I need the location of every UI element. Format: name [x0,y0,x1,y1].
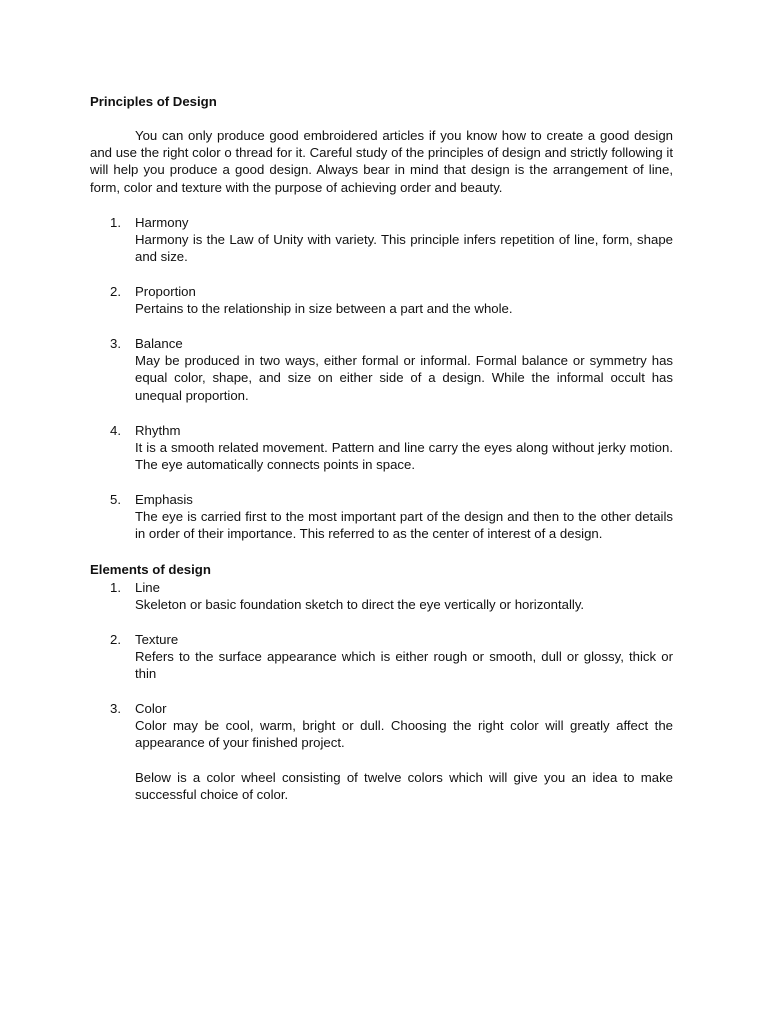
element-item-color [110,700,673,803]
item-body: It is a smooth related movement. Pattern and line carry the eyes along without jerky motion. The eye automatically connects points in space. [135,440,673,473]
item-body: Skeleton or basic foundation sketch to direct the eye vertically or horizontally. [135,597,585,613]
principles-heading: Principles of Design [90,94,217,109]
item-title: Emphasis [135,492,193,507]
principle-item-balance [110,335,673,404]
item-body: Pertains to the relationship in size between a part and the whole. [135,301,513,317]
item-number: 1. [110,215,121,230]
item-number: 2. [110,284,121,299]
principles-intro: You can only produce good embroidered articles if you know how to create a good design and use the right color o thread for it. Careful study of the principles of design and strictly following it will help you produce a good design. Always bear in mind that design is the arrangement of line, form, color and texture with the purpose of achieving order and beauty. [90,128,673,195]
item-title: Line [135,580,160,595]
item-body: Refers to the surface appearance which is either rough or smooth, dull or glossy, thick or thin [135,649,673,682]
item-body: Color may be cool, warm, bright or dull. Choosing the right color will greatly affect the appearance of your finished project. [135,718,673,751]
item-title: Proportion [135,284,196,299]
item-body: The eye is carried first to the most important part of the design and then to the other details in order of their importance. This referred to as the center of interest of a design. [135,509,673,542]
principle-item-proportion [110,283,673,317]
item-number: 1. [110,580,121,595]
principle-item-harmony [110,214,673,266]
item-title: Balance [135,336,183,351]
elements-heading: Elements of design [90,562,211,577]
item-title: Texture [135,632,179,647]
item-title: Rhythm [135,423,181,438]
principle-item-emphasis [110,491,673,543]
principle-item-rhythm [110,422,673,474]
item-number: 5. [110,492,121,507]
element-item-texture [110,631,673,683]
item-title: Harmony [135,215,189,230]
item-number: 3. [110,336,121,351]
item-number: 4. [110,423,121,438]
item-body: Harmony is the Law of Unity with variety. This principle infers repetition of line, form, shape and size. [135,232,673,265]
item-body-extra: Below is a color wheel consisting of twelve colors which will give you an idea to make successful choice of color. [135,769,673,802]
item-title: Color [135,701,167,716]
item-number: 3. [110,701,121,716]
item-body: May be produced in two ways, either formal or informal. Formal balance or symmetry has equal color, shape, and size on either side of a design. While the informal occult has unequal proportion. [135,353,673,403]
element-item-line [110,579,673,613]
item-number: 2. [110,632,121,647]
